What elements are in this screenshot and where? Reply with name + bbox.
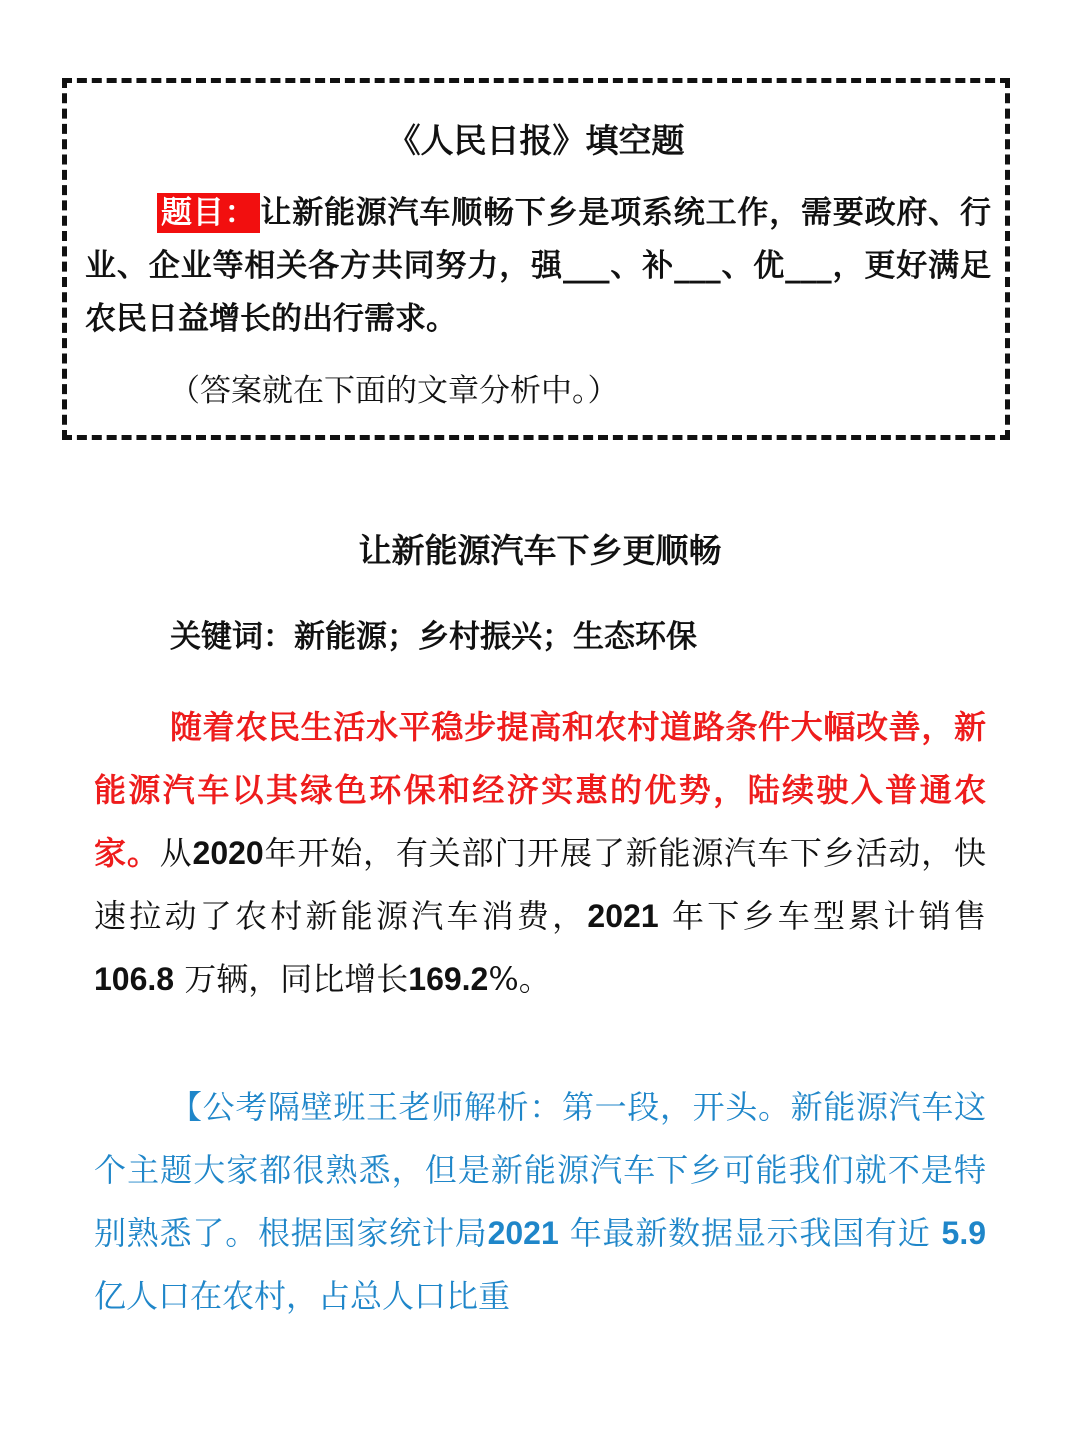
analysis-text: 亿人口在农村，占总人口比重	[94, 1277, 511, 1315]
quiz-question	[85, 187, 991, 346]
number-growth: 169.2	[408, 961, 489, 997]
question-label: 题目：	[157, 193, 260, 233]
quiz-box	[62, 78, 1010, 440]
analysis-paragraph	[94, 1076, 986, 1328]
paragraph-1-text: 从	[159, 834, 193, 872]
number-sales: 106.8	[94, 961, 175, 997]
number-2021: 2021	[587, 898, 659, 934]
quiz-hint: （答案就在下面的文章分析中。）	[169, 373, 619, 409]
quiz-title: 《人民日报》填空题	[387, 121, 685, 160]
article-title: 让新能源汽车下乡更顺畅	[358, 531, 722, 570]
analysis-text: 【公考隔壁班王老师解析：第一段，开头。新能源汽车这个主题大家都很熟悉，但是新能源汽车下乡可能我们就不是特别熟悉了。根据国家统计局	[94, 1088, 986, 1252]
number-population: 5.9	[941, 1215, 986, 1251]
paragraph-1-text: 年开始，有关部门开展了新能源汽车下乡活动，快速拉动了农村新能源汽车消费，	[94, 834, 986, 935]
keywords-label: 关键词：	[170, 619, 294, 655]
paragraph-1-text: %。	[488, 960, 551, 998]
number-2020: 2020	[192, 835, 264, 871]
paragraph-1-text: 万辆，同比增长	[184, 960, 409, 998]
analysis-text: 年最新数据显示我国有近	[569, 1214, 931, 1252]
paragraph-1	[94, 696, 986, 1011]
keywords-text: 新能源；乡村振兴；生态环保	[294, 619, 697, 655]
question-text: 让新能源汽车顺畅下乡是项系统工作，需要政府、行业、企业等相关各方共同努力，强___、补___、优___，更好满足农民日益增长的出行需求。	[85, 195, 992, 337]
paragraph-1-text: 年下乡车型累计销售	[672, 897, 986, 935]
keywords-line	[170, 614, 697, 660]
number-2021: 2021	[487, 1215, 559, 1251]
paragraph-1-highlight: 随着农民生活水平稳步提高和农村道路条件大幅改善，新能源汽车以其绿色环保和经济实惠的优势，陆续驶入普通农家。	[94, 708, 986, 872]
